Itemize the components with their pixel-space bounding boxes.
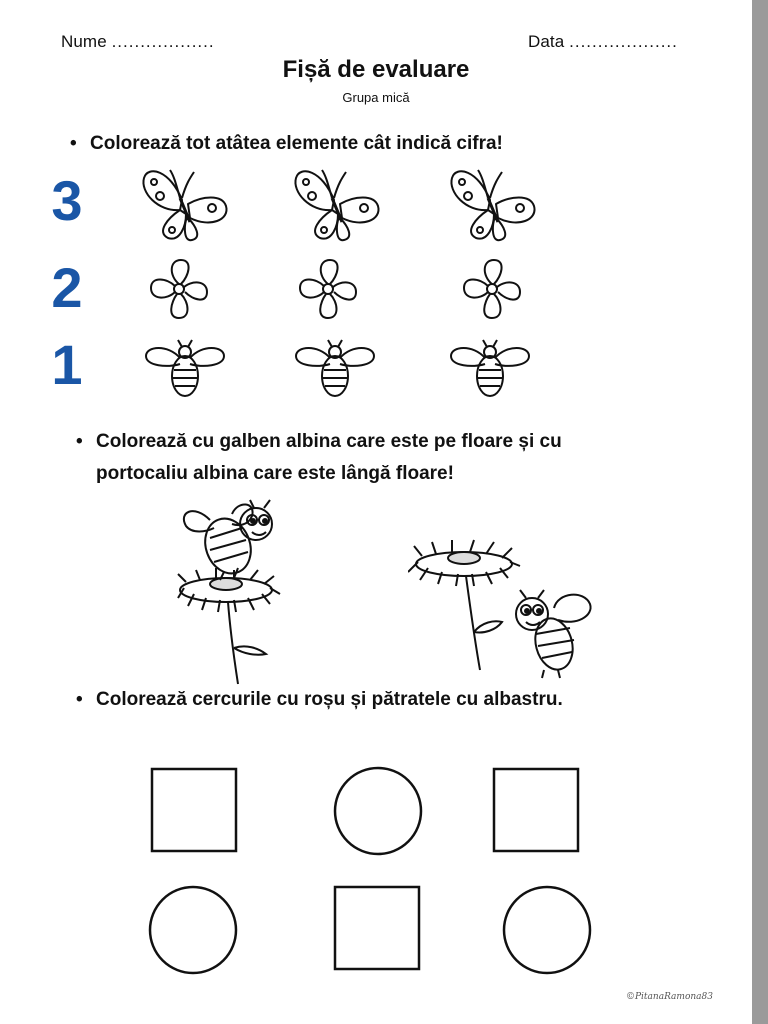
page-subtitle: Grupa mică bbox=[342, 90, 410, 105]
square-shape bbox=[150, 767, 240, 855]
circle-shape bbox=[332, 765, 424, 857]
page-edge-shadow bbox=[752, 0, 768, 1024]
task2-bullet: • bbox=[76, 431, 83, 452]
task3-text: Colorează cercurile cu roșu și pătratele cu albastru. bbox=[96, 689, 563, 710]
bee-icon bbox=[445, 336, 535, 400]
flower-icon bbox=[456, 254, 528, 326]
page-title: Fișă de evaluare bbox=[282, 56, 470, 83]
digit-three: 3 bbox=[51, 169, 83, 232]
bee-beside-flower-illustration bbox=[408, 536, 608, 684]
square-shape bbox=[333, 885, 423, 973]
date-label: Data bbox=[528, 32, 565, 51]
circle-shape bbox=[501, 884, 593, 976]
date-dots: ................... bbox=[569, 32, 678, 51]
task2-line2: portocaliu albina care este lângă floare! bbox=[96, 463, 454, 484]
flower-icon bbox=[292, 254, 364, 326]
butterfly-icon bbox=[130, 160, 240, 245]
author-watermark: ©PitanaRamona83 bbox=[626, 992, 713, 1002]
bee-icon bbox=[140, 336, 230, 400]
bee-on-flower-illustration bbox=[176, 498, 296, 688]
flower-icon bbox=[143, 254, 215, 326]
task2-instruction bbox=[76, 426, 562, 490]
task3-bullet: • bbox=[76, 689, 83, 710]
task1-text: Colorează tot atâtea elemente cât indică cifra! bbox=[90, 133, 503, 154]
task1-instruction bbox=[70, 128, 503, 160]
circle-shape bbox=[147, 884, 239, 976]
butterfly-icon bbox=[438, 160, 548, 245]
task3-instruction bbox=[76, 684, 563, 716]
bee-icon bbox=[290, 336, 380, 400]
name-field bbox=[61, 32, 215, 52]
task2-line1: Colorează cu galben albina care este pe floare și cu bbox=[96, 431, 562, 452]
date-field bbox=[528, 32, 678, 52]
name-dots: .................. bbox=[111, 32, 215, 51]
name-label: Nume bbox=[61, 32, 107, 51]
butterfly-icon bbox=[282, 160, 392, 245]
digit-one: 1 bbox=[51, 333, 83, 396]
digit-two: 2 bbox=[51, 256, 83, 319]
square-shape bbox=[492, 767, 582, 855]
task1-bullet: • bbox=[70, 133, 77, 154]
